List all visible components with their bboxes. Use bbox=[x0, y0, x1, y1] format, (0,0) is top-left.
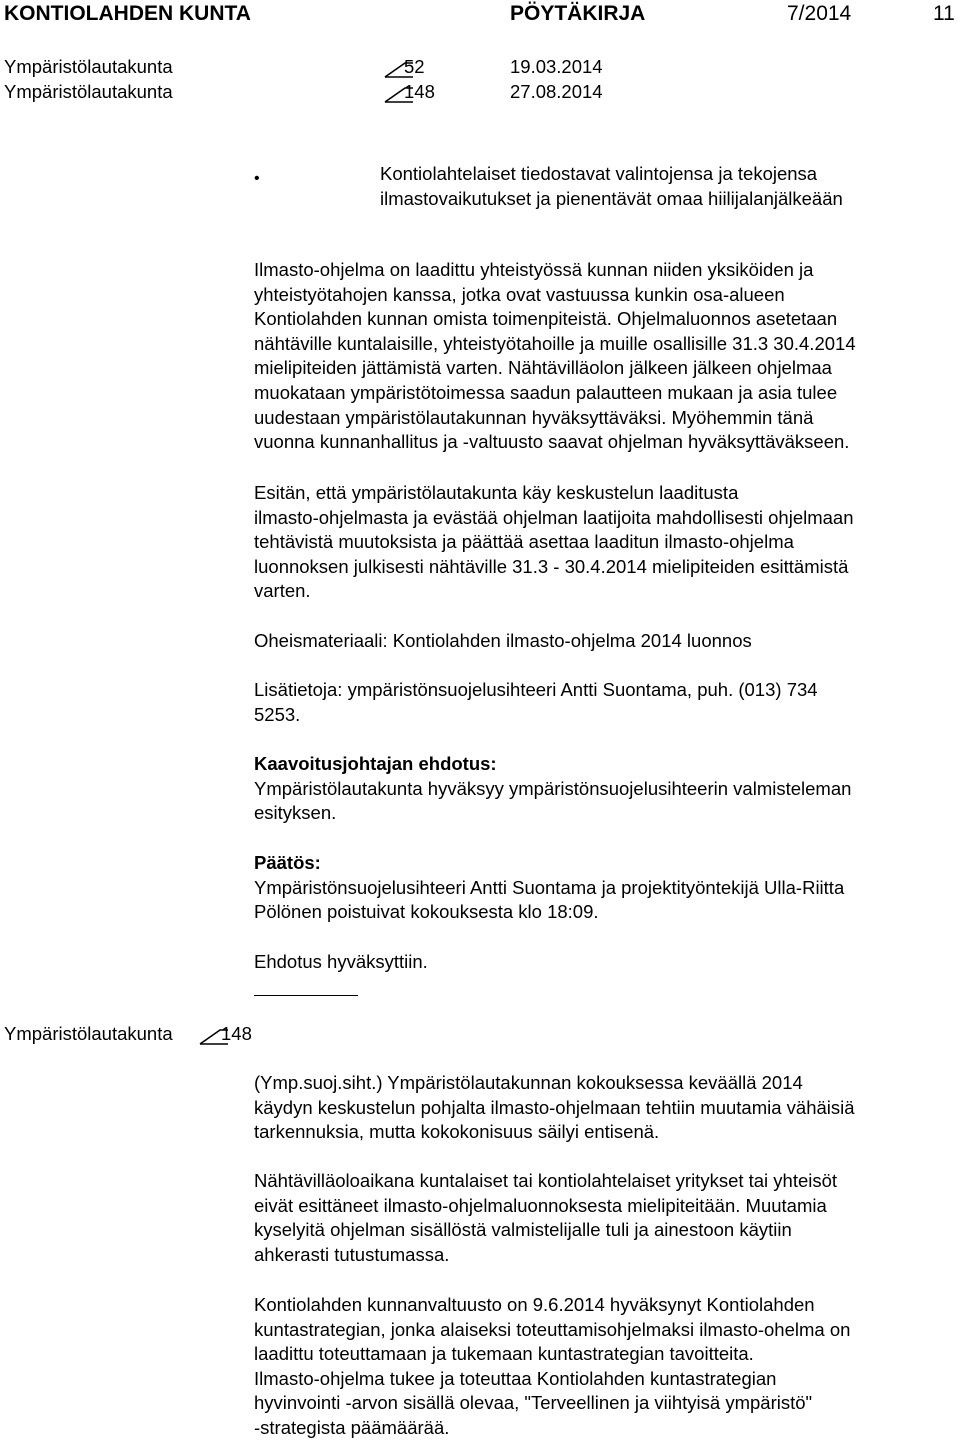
paragraph-changes: (Ymp.suoj.siht.) Ympäristölautakunnan kokouksessa keväällä 2014 käydyn keskustelun pohjalta ilmasto-ohjelmaan tehtiin muutamia vähäisiä tarkennuksia, mutta kokokonisuus säilyi entisenä. bbox=[254, 1072, 855, 1143]
bullet-text: Kontiolahtelaiset tiedostavat valintojensa ja tekojensa ilmastovaikutukset ja pienentävät omaa hiilijalanjälkeään bbox=[380, 163, 843, 209]
side-label-body: Ympäristölautakunta bbox=[4, 1023, 173, 1044]
paragraph-feedback: Nähtävilläoloaikana kuntalaiset tai kontiolahtelaiset yritykset tai yhteisöt eivät esittäneet ilmasto-ohjelmaluonnoksesta mielipiteitään. Muutamia kyselyitä ohjelman sisällöstä valmistelijalle tuli ja ainestoon käytiin ahkerasti tutustumassa. bbox=[254, 1170, 838, 1265]
document-type: PÖYTÄKIRJA bbox=[510, 2, 646, 25]
reference-date: 19.03.2014 bbox=[510, 56, 603, 77]
attachments-line: Oheismateriaali: Kontiolahden ilmasto-ohjelma 2014 luonnos bbox=[254, 630, 752, 651]
director-proposal: Kaavoitusjohtajan ehdotus: Ympäristölautakunta hyväksyy ympäristönsuojelusihteerin valmisteleman esityksen. bbox=[254, 752, 954, 826]
intro-paragraph: Ilmasto-ohjelma on laadittu yhteistyössä kunnan niiden yksiköiden ja yhteistyötahojen kanssa, jotka ovat vastuussa kunkin osa-alueen Kontiolahden kunnan omista toimenpiteistä. Ohjelmaluonnos asetetaan nähtäville kuntalaisille, yhteistyötahoille ja muille osallisille 31.3 30.4.2014 mielipiteiden jättämistä varten. Nähtävilläolon jälkeen jälkeen ohjelmaa muokataan ympäristötoimessa saadun palautteen mukaan ja asia tulee uudestaan ympäristölautakunnan hyväksyttäväksi. Myöhemmin tänä vuonna kunnanhallitus ja -valtuusto saavat ohjelman hyväksyttäväkseen. bbox=[254, 259, 856, 453]
more-info: Lisätietoja: ympäristönsuojelusihteeri Antti Suontama, puh. (013) 734 5253. bbox=[254, 679, 818, 725]
document-number: 7/2014 bbox=[787, 2, 852, 25]
reference-body: Ympäristölautakunta bbox=[4, 81, 173, 102]
reference-date: 27.08.2014 bbox=[510, 81, 603, 102]
side-label-section: 148 bbox=[221, 1023, 252, 1044]
divider bbox=[254, 995, 358, 996]
municipality-name: KONTIOLAHDEN KUNTA bbox=[4, 2, 251, 25]
page-number: 11 bbox=[933, 2, 955, 25]
director-proposal-heading: Kaavoitusjohtajan ehdotus: bbox=[254, 753, 497, 774]
reference-body: Ympäristölautakunta bbox=[4, 56, 173, 77]
reference-section: 52 bbox=[404, 56, 425, 77]
accepted-line: Ehdotus hyväksyttiin. bbox=[254, 951, 428, 972]
decision-heading: Päätös: bbox=[254, 852, 321, 873]
proposal-paragraph: Esitän, että ympäristölautakunta käy keskustelun laaditusta ilmasto-ohjelmasta ja evästää ohjelman laatijoita mahdollisesti ohjelmaan tehtävistä muutoksista ja päättää asettaa laaditun ilmasto-ohjelma luonnoksen julkisesti nähtäville 31.3 - 30.4.2014 mielipiteiden esittämistä varten. bbox=[254, 482, 854, 602]
reference-section: 148 bbox=[404, 81, 435, 102]
paragraph-strategy: Kontiolahden kunnanvaltuusto on 9.6.2014 hyväksynyt Kontiolahden kuntastrategian, jonka alaiseksi toteuttamisohjelmaksi ilmasto-ohelma on laadittu toteuttamaan ja tukemaan kuntastrategian tavoitteita. Ilmasto-ohjelma tukee ja toteuttaa Kontiolahden kuntastrategian hyvinvointi -arvon sisällä olevaa, "Terveellinen ja viihtyisä ympäristö" -strategista päämäärää. bbox=[254, 1294, 851, 1438]
decision: Päätös: Ympäristönsuojelusihteeri Antti Suontama ja projektityöntekijä Ulla-Riitta Pölönen poistuivat kokouksesta klo 18:09. bbox=[254, 851, 954, 925]
bullet-icon: • bbox=[254, 170, 260, 187]
